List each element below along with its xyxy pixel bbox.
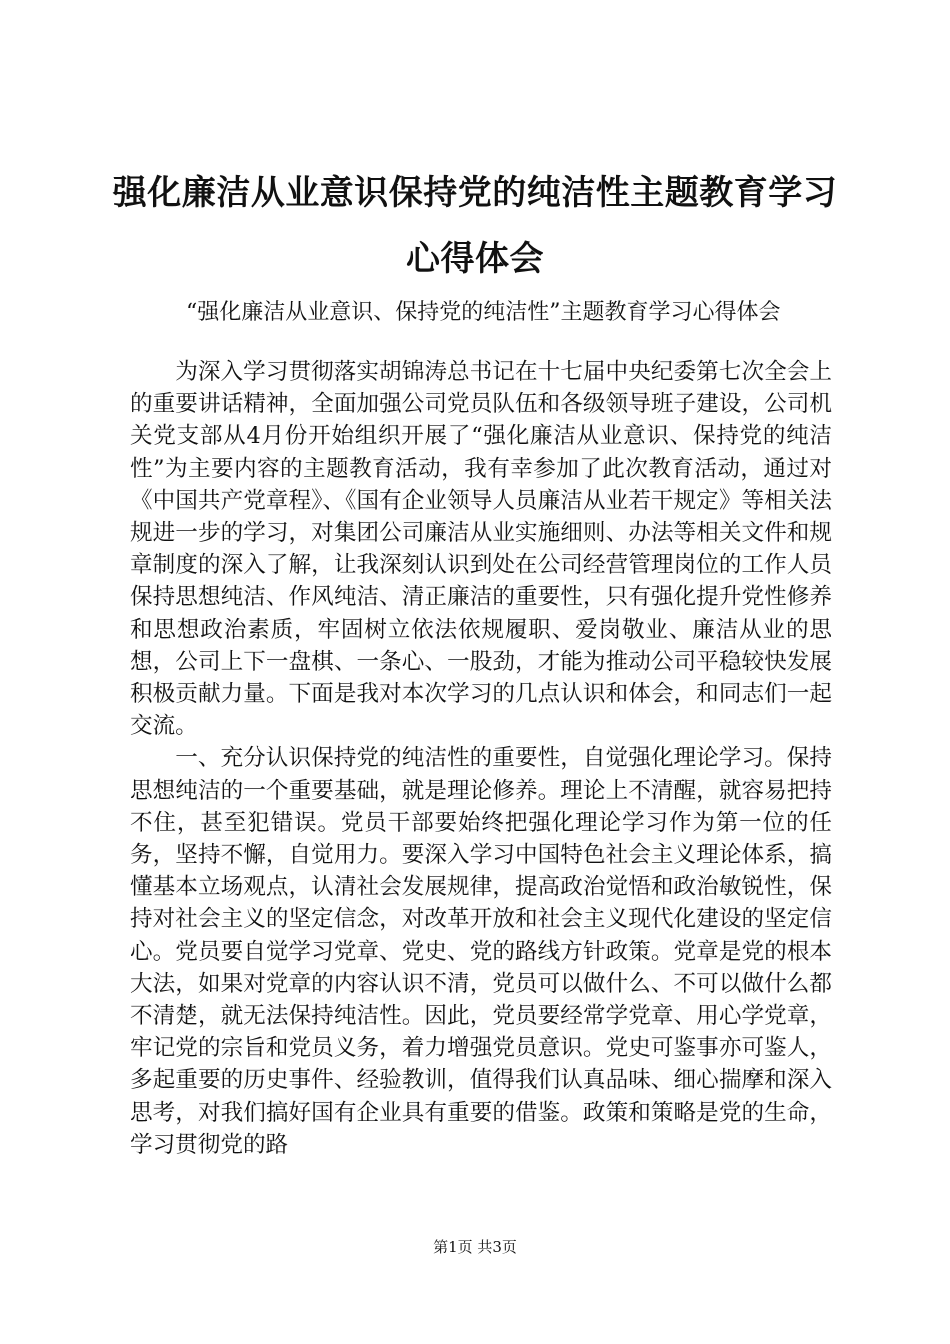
- document-subtitle: “强化廉洁从业意识、保持党的纯洁性”主题教育学习心得体会: [186, 300, 781, 325]
- body-paragraph: 为深入学习贯彻落实胡锦涛总书记在十七届中央纪委第七次全会上的重要讲话精神，全面加强公司党员队伍和各级领导班子建设，公司机关党支部从4月份开始组织开展了“强化廉洁从业意识、保持党的纯洁性”为主要内容的主题教育活动，我有幸参加了此次教育活动，通过对《中国共产党章程》、《国有企业领导人员廉洁从业若干规定》等相关法规进一步的学习，对集团公司廉洁从业实施细则、办法等相关文件和规章制度的深入了解，让我深刻认识到处在公司经营管理岗位的工作人员保持思想纯洁、作风纯洁、清正廉洁的重要性，只有强化提升党性修养和思想政治素质，牢固树立依法依规履职、爱岗敬业、廉洁从业的思想，公司上下一盘棋、一条心、一股劲，才能为推动公司平稳较快发展积极贡献力量。下面是我对本次学习的几点认识和体会，和同志们一起交流。: [130, 359, 832, 740]
- document-title: 强化廉洁从业意识保持党的纯洁性主题教育学习心得体会: [112, 173, 838, 279]
- document-body: [130, 356, 832, 1161]
- page-number: 第1页 共3页: [433, 1238, 517, 1256]
- body-paragraph: 一、充分认识保持党的纯洁性的重要性，自觉强化理论学习。保持思想纯洁的一个重要基础，就是理论修养。理论上不清醒，就容易把持不住，甚至犯错误。党员干部要始终把强化理论学习作为第一位的任务，坚持不懈，自觉用力。要深入学习中国特色社会主义理论体系，搞懂基本立场观点，认清社会发展规律，提高政治觉悟和政治敏锐性，保持对社会主义的坚定信念，对改革开放和社会主义现代化建设的坚定信心。党员要自觉学习党章、党史、党的路线方针政策。党章是党的根本大法，如果对党章的内容认识不清，党员可以做什么、不可以做什么都不清楚，就无法保持纯洁性。因此，党员要经常学党章、用心学党章，牢记党的宗旨和党员义务，着力增强党员意识。党史可鉴事亦可鉴人，多起重要的历史事件、经验教训，值得我们认真品味、细心揣摩和深入思考，对我们搞好国有企业具有重要的借鉴。政策和策略是党的生命，学习贯彻党的路: [130, 745, 832, 1158]
